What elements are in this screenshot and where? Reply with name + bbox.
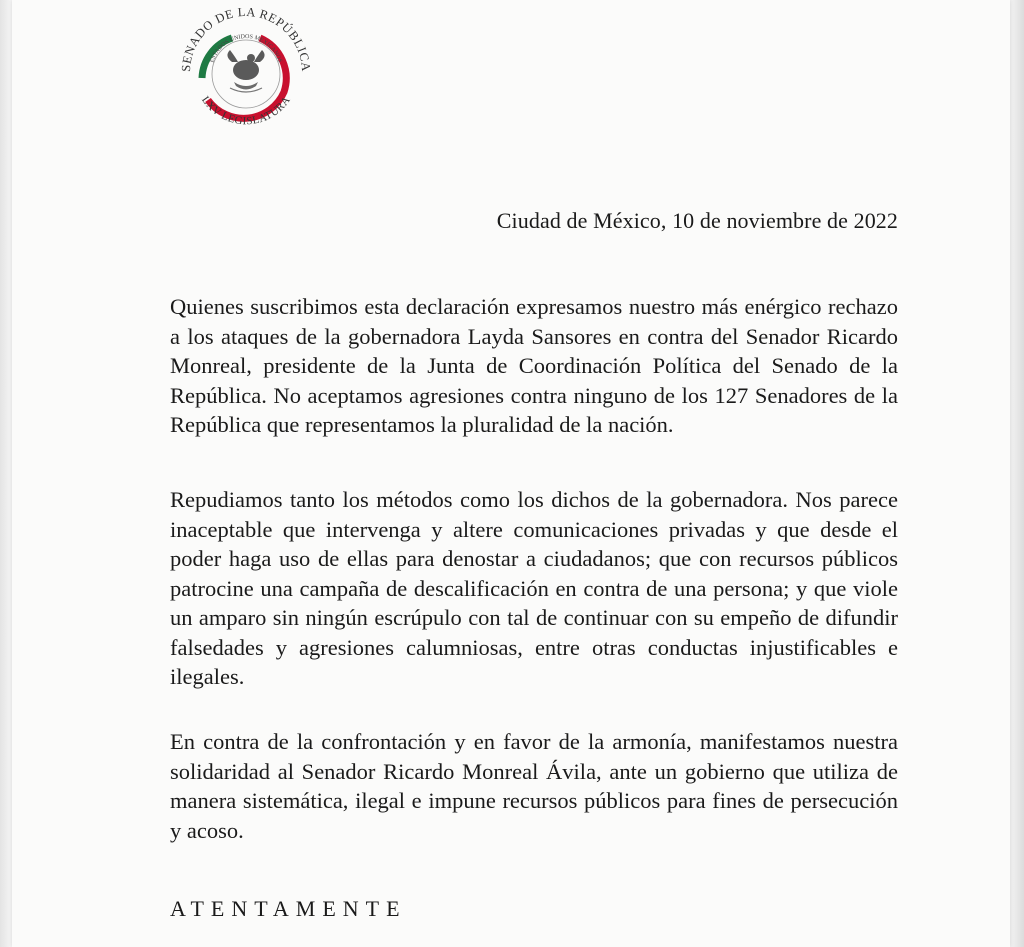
closing-salutation: ATENTAMENTE [170, 896, 407, 921]
senate-seal-logo [172, 0, 320, 140]
paragraph-3: En contra de la confrontación y en favor de la armonía, manifestamos nuestra solidaridad al Senador Ricardo Monreal Ávila, ante un gobierno que utiliza de manera sistemática, ilegal e impune recursos públicos para fines de persecución y acoso. [170, 729, 898, 843]
seal-bottom-text: LXV LEGISLATURA [199, 94, 293, 128]
seal-top-text: SENADO DE LA REPÚBLICA [178, 4, 314, 73]
paragraph-2: Repudiamos tanto los métodos como los dichos de la gobernadora. Nos parece inaceptable que intervenga y altere comunicaciones privadas y que desde el poder haga uso de ellas para denostar a ciudadanos; que con recursos públicos patrocine una campaña de descalificación en contra de una persona; y que viole un amparo sin ningún escrúpulo con tal de continuar con su empeño de difundir falsedades y agresiones calumniosas, entre otras conductas injustificables e ilegales. [170, 487, 898, 689]
eagle-emblem-icon [227, 50, 264, 92]
svg-text:ESTADOS UNIDOS MEXICANOS [209, 34, 282, 64]
letter-page [12, 0, 1010, 947]
date-line: Ciudad de México, 10 de noviembre de 2022 [496, 208, 898, 233]
seal-inner-text: ESTADOS UNIDOS MEXICANOS [209, 33, 283, 64]
paragraph-1: Quienes suscribimos esta declaración expresamos nuestro más enérgico rechazo a los ataques de la gobernadora Layda Sansores en contra del Senador Ricardo Monreal, presidente de la Junta de Coordinación Política del Senado de la República. No aceptamos agresiones contra ninguno de los 127 Senadores de la República que representamos la pluralidad de la nación. [170, 294, 898, 437]
